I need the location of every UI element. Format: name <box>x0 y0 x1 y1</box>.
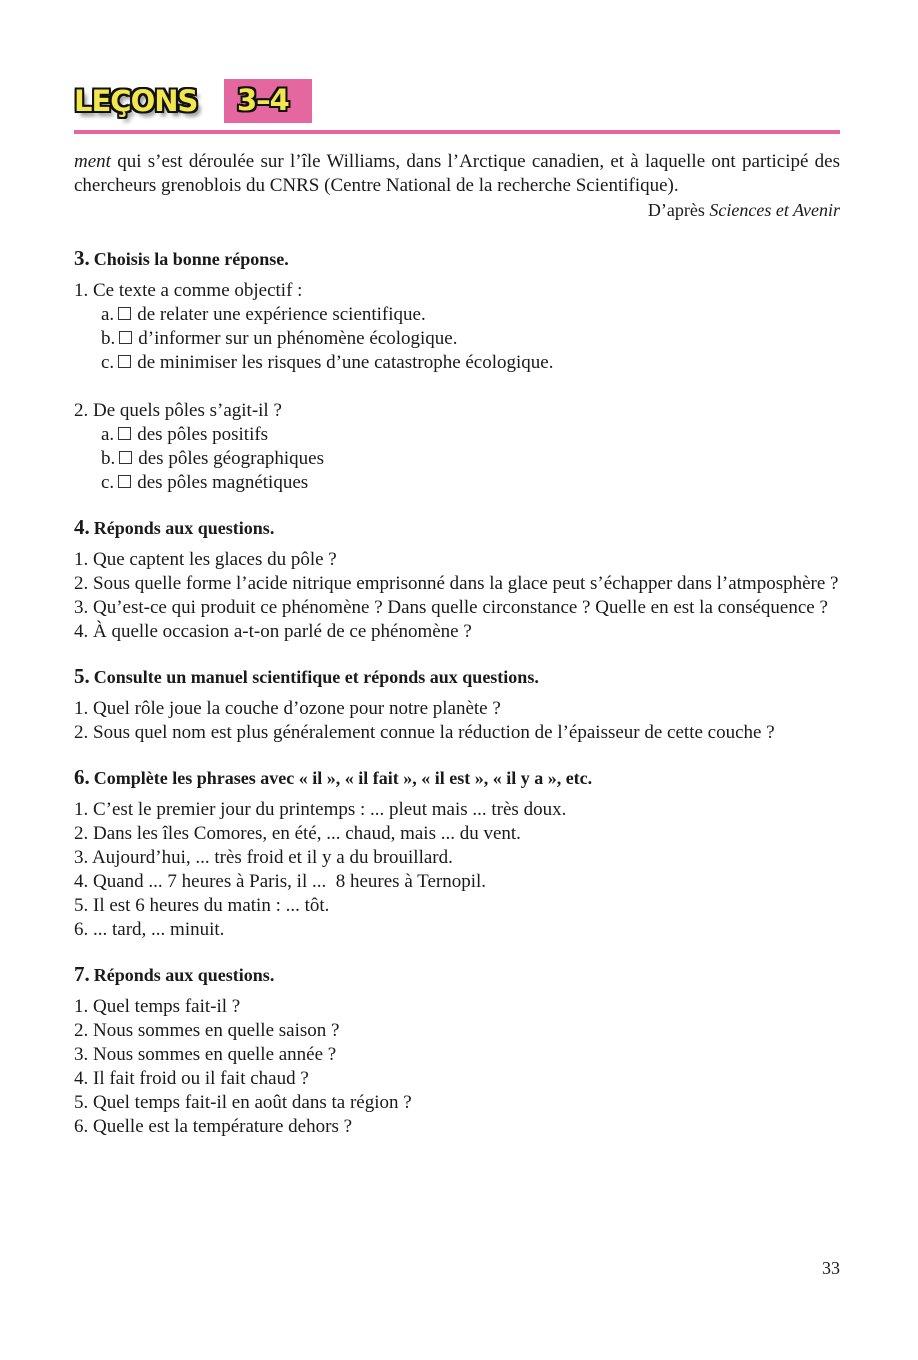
option-text: d’informer sur un phénomène écologique. <box>138 328 458 349</box>
ex6-item-3: 3. Aujourd’hui, ... très froid et il y a du brouillard. <box>74 847 453 868</box>
exercise-5-number: 5. <box>74 664 90 688</box>
option-letter: b. <box>101 328 116 349</box>
exercise-4-title <box>74 515 840 540</box>
intro-text: qui s’est déroulée sur l’île Williams, dans l’Arctique canadien, et à laquelle ont participé des chercheurs grenoblois du CNRS (Centre National de la recherche Scientifique). <box>74 151 840 196</box>
exercise-4-instruction: Réponds aux questions. <box>93 518 275 538</box>
exercise-3-title <box>74 246 840 271</box>
ex3-q2-option-a <box>74 423 840 447</box>
ex3-q2-option-b <box>74 447 840 471</box>
option-letter: c. <box>101 352 115 373</box>
exercise-6-title <box>74 765 840 790</box>
page-content <box>74 150 840 1139</box>
exercise-5-title <box>74 664 840 689</box>
page-number: 33 <box>822 1258 840 1278</box>
exercise-6-instruction: Complète les phrases avec « il », « il fait », « il est », « il y a », etc. <box>93 768 593 788</box>
ex4-item-4: 4. À quelle occasion a-t-on parlé de ce phénomène ? <box>74 621 472 642</box>
ex7-item-1: 1. Quel temps fait-il ? <box>74 996 241 1017</box>
ex3-question-1: 1. Ce texte a comme objectif : <box>74 280 303 301</box>
lecons-label: LEÇONS <box>74 84 198 118</box>
exercise-7-instruction: Réponds aux questions. <box>93 965 275 985</box>
ex6-item-4: 4. Quand ... 7 heures à Paris, il ... 8 heures à Ternopil. <box>74 871 487 892</box>
source-prefix: D’après <box>647 200 710 220</box>
lesson-header <box>74 80 840 136</box>
checkbox[interactable] <box>118 427 131 440</box>
option-letter: a. <box>101 304 115 325</box>
ex4-item-3: 3. Qu’est-ce qui produit ce phénomène ? Dans quelle circonstance ? Quelle en est la conséquence ? <box>74 597 828 618</box>
ex4-item-1: 1. Que captent les glaces du pôle ? <box>74 549 337 570</box>
header-rule <box>74 130 840 134</box>
option-text: des pôles positifs <box>137 424 269 445</box>
ex6-item-5: 5. Il est 6 heures du matin : ... tôt. <box>74 895 330 916</box>
ex3-q2-option-c <box>74 471 840 495</box>
ex7-item-4: 4. Il fait froid ou il fait chaud ? <box>74 1068 309 1089</box>
ex5-item-2: 2. Sous quel nom est plus généralement connue la réduction de l’épaisseur de cette couche ? <box>74 722 775 743</box>
intro-italic-start: ment <box>74 151 111 172</box>
exercise-3-instruction: Choisis la bonne réponse. <box>93 249 289 269</box>
exercise-6-number: 6. <box>74 765 90 789</box>
ex7-item-5: 5. Quel temps fait-il en août dans ta région ? <box>74 1092 412 1113</box>
source-citation <box>74 198 840 222</box>
exercise-3-number: 3. <box>74 246 90 270</box>
ex7-item-6: 6. Quelle est la température dehors ? <box>74 1116 353 1137</box>
checkbox[interactable] <box>118 307 131 320</box>
exercise-4-number: 4. <box>74 515 90 539</box>
ex3-q1-option-b <box>74 327 840 351</box>
checkbox[interactable] <box>118 475 131 488</box>
exercise-4 <box>74 515 840 644</box>
option-letter: a. <box>101 424 115 445</box>
ex5-item-1: 1. Quel rôle joue la couche d’ozone pour notre planète ? <box>74 698 501 719</box>
ex6-item-6: 6. ... tard, ... minuit. <box>74 919 225 940</box>
option-text: de relater une expérience scientifique. <box>137 304 426 325</box>
exercise-5-instruction: Consulte un manuel scientifique et réponds aux questions. <box>93 667 539 687</box>
checkbox[interactable] <box>119 451 132 464</box>
option-text: des pôles magnétiques <box>137 472 309 493</box>
checkbox[interactable] <box>118 355 131 368</box>
lesson-number-badge <box>224 79 312 123</box>
exercise-7-title <box>74 962 840 987</box>
source-title: Sciences et Avenir <box>709 200 840 220</box>
option-letter: b. <box>101 448 116 469</box>
ex4-item-2: 2. Sous quelle forme l’acide nitrique emprisonné dans la glace peut s’échapper dans l’atmposphère ? <box>74 573 839 594</box>
ex3-question-2: 2. De quels pôles s’agit-il ? <box>74 400 282 421</box>
lesson-range: 3–4 <box>237 83 289 117</box>
checkbox[interactable] <box>119 331 132 344</box>
intro-paragraph <box>74 150 840 198</box>
ex7-item-3: 3. Nous sommes en quelle année ? <box>74 1044 337 1065</box>
ex6-item-1: 1. C’est le premier jour du printemps : ... pleut mais ... très doux. <box>74 799 567 820</box>
option-letter: c. <box>101 472 115 493</box>
ex7-item-2: 2. Nous sommes en quelle saison ? <box>74 1020 340 1041</box>
ex6-item-2: 2. Dans les îles Comores, en été, ... chaud, mais ... du vent. <box>74 823 521 844</box>
exercise-7 <box>74 962 840 1139</box>
option-text: des pôles géographiques <box>138 448 324 469</box>
exercise-7-number: 7. <box>74 962 90 986</box>
exercise-5 <box>74 664 840 745</box>
exercise-6 <box>74 765 840 942</box>
exercise-3 <box>74 246 840 495</box>
ex3-q1-option-a <box>74 303 840 327</box>
ex3-q1-option-c <box>74 351 840 375</box>
option-text: de minimiser les risques d’une catastrophe écologique. <box>137 352 554 373</box>
